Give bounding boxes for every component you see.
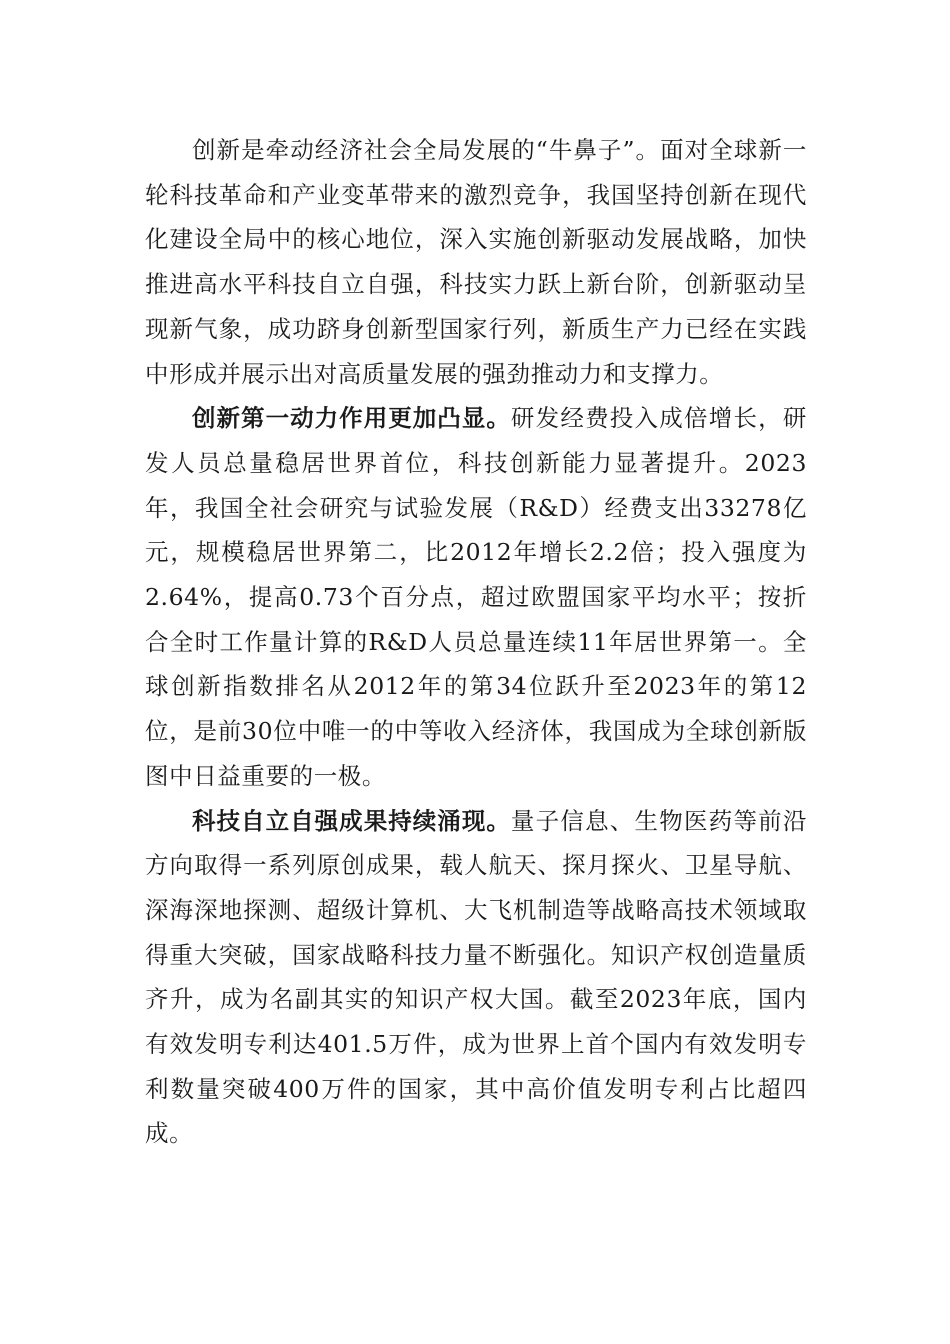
paragraph-lead: 创新第一动力作用更加凸显。 — [192, 404, 511, 433]
paragraph-text: 量子信息、生物医药等前沿方向取得一系列原创成果，载人航天、探月探火、卫星导航、深海深地探测、超级计算机、大飞机制造等战略高技术领域取得重大突破，国家战略科技力量不断强化。知识产权创造量质齐升，成为名副其实的知识产权大国。截至2023年底，国内有效发明专利达401.5万件，成为世界上首个国内有效发明专利数量突破400万件的国家，其中高价值发明专利占比超四成。 — [145, 806, 808, 1148]
paragraph-innovation-driving-force — [145, 396, 807, 798]
paragraph-innovation-overview — [145, 128, 807, 396]
document-body — [145, 128, 807, 1156]
paragraph-lead: 科技自立自强成果持续涌现。 — [192, 806, 511, 835]
paragraph-text: 创新是牵动经济社会全局发展的“牛鼻子”。面对全球新一轮科技革命和产业变革带来的激烈竞争，我国坚持创新在现代化建设全局中的核心地位，深入实施创新驱动发展战略，加快推进高水平科技自立自强，科技实力跃上新台阶，创新驱动呈现新气象，成功跻身创新型国家行列，新质生产力已经在实践中形成并展示出对高质量发展的强劲推动力和支撑力。 — [145, 136, 807, 388]
paragraph-text: 研发经费投入成倍增长，研发人员总量稳居世界首位，科技创新能力显著提升。2023年，我国全社会研究与试验发展（R&D）经费支出33278亿元，规模稳居世界第二，比2012年增长2.2倍；投入强度为2.64%，提高0.73个百分点，超过欧盟国家平均水平；按折合全时工作量计算的R&D人员总量连续11年居世界第一。全球创新指数排名从2012年的第34位跃升至2023年的第12位，是前30位中唯一的中等收入经济体，我国成为全球创新版图中日益重要的一极。 — [145, 404, 808, 790]
paragraph-self-reliance-achievements — [145, 799, 807, 1157]
